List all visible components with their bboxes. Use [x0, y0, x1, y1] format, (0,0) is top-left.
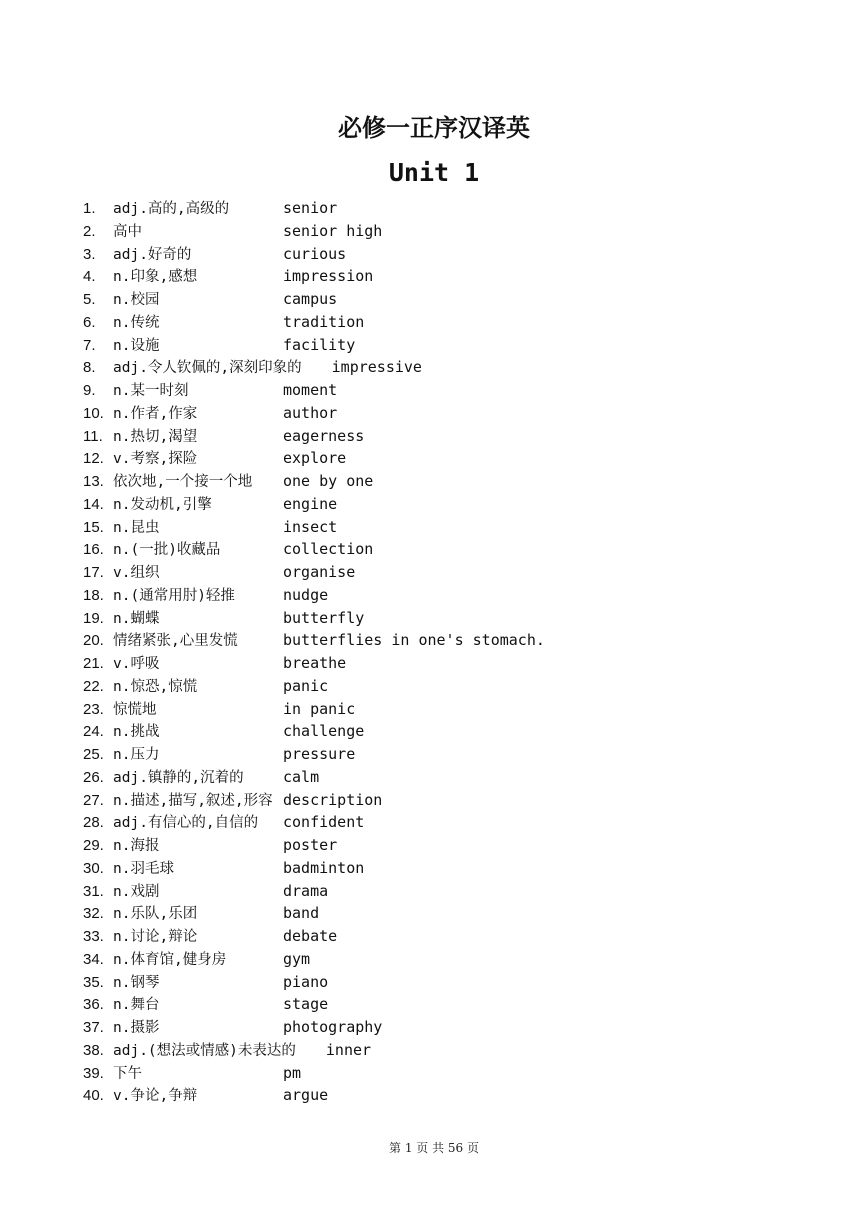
entry-number: 26.: [83, 768, 104, 786]
entry-english: explore: [283, 449, 347, 468]
entry-english: argue: [283, 1086, 329, 1105]
entry-english: tradition: [283, 312, 365, 331]
entry-english: pm: [283, 1063, 302, 1082]
entry-number: 33.: [83, 928, 104, 945]
vocab-entry: [83, 425, 783, 448]
entry-chinese: n.戏剧: [113, 883, 160, 900]
entry-chinese: 惊慌地: [113, 701, 157, 718]
entry-number: 36.: [83, 996, 104, 1014]
entry-number: 32.: [83, 905, 104, 923]
vocab-entry: [83, 971, 783, 994]
entry-chinese: n.体育馆,健身房: [113, 951, 227, 968]
entry-number: 39.: [83, 1064, 104, 1082]
vocab-entry: [83, 1084, 783, 1107]
entry-chinese: adj.有信心的,自信的: [113, 815, 259, 832]
entry-chinese: 高中: [113, 223, 142, 240]
entry-english: collection: [283, 540, 374, 559]
entry-english: challenge: [283, 722, 365, 741]
entry-chinese: n.热切,渴望: [113, 428, 198, 445]
entry-chinese: n.描述,描写,叙述,形容: [113, 792, 273, 809]
vocab-entry: [83, 311, 783, 334]
entry-english: nudge: [283, 585, 329, 604]
entry-english: inner: [325, 1040, 372, 1059]
entry-number: 9.: [83, 382, 96, 399]
entry-chinese: n.传统: [113, 314, 160, 331]
entry-number: 31.: [83, 882, 104, 900]
entry-number: 7.: [83, 336, 96, 354]
unit-heading: Unit 1: [388, 158, 480, 187]
entry-english: pressure: [283, 745, 356, 763]
entry-chinese: n.惊恐,惊慌: [113, 678, 198, 695]
entry-chinese: n.摄影: [113, 1020, 160, 1036]
entry-chinese: 依次地,一个接一个地: [113, 474, 253, 490]
entry-english: author: [283, 403, 338, 422]
entry-english: butterfly: [283, 608, 365, 627]
entry-english: description: [283, 790, 383, 809]
entry-english: senior high: [283, 221, 383, 240]
entry-chinese: n.压力: [113, 747, 160, 763]
vocab-entry: [83, 720, 783, 743]
entry-chinese: n.(通常用肘)轻推: [113, 587, 235, 604]
vocab-entry: [83, 880, 783, 903]
entry-chinese: adj.令人钦佩的,深刻印象的: [113, 360, 302, 377]
entry-english: impression: [283, 267, 374, 286]
entry-number: 4.: [83, 268, 96, 286]
entry-english: panic: [283, 676, 329, 695]
vocab-entry: [83, 834, 783, 857]
vocab-entry: [83, 356, 783, 379]
entry-number: 22.: [83, 677, 104, 695]
entry-chinese: n.印象,感想: [113, 269, 198, 286]
entry-number: 1.: [83, 200, 96, 217]
page-footer: 第 1 页 共 56 页: [389, 1141, 479, 1155]
entry-number: 15.: [83, 518, 104, 536]
vocab-entry: [83, 516, 783, 539]
vocab-entry: [83, 652, 783, 675]
entry-chinese: n.设施: [113, 337, 160, 354]
vocab-entry: [83, 948, 783, 971]
entry-english: facility: [283, 335, 356, 354]
entry-english: butterflies in one's stomach.: [283, 631, 545, 650]
vocab-entry: [83, 584, 783, 607]
entry-english: breathe: [283, 654, 347, 672]
entry-number: 8.: [83, 359, 96, 377]
entry-chinese: n.蝴蝶: [113, 610, 160, 627]
vocab-entry: [83, 811, 783, 834]
entry-english: photography: [283, 1018, 383, 1036]
document-title: 必修一正序汉译英: [338, 113, 530, 142]
entry-number: 24.: [83, 723, 104, 741]
entry-english: stage: [283, 995, 329, 1014]
vocab-entry: [83, 561, 783, 584]
entry-number: 17.: [83, 564, 104, 581]
entry-number: 37.: [83, 1019, 104, 1036]
vocab-entry: [83, 379, 783, 402]
vocab-entry: [83, 675, 783, 698]
entry-english: calm: [283, 767, 320, 786]
vocab-entry: [83, 993, 783, 1016]
entry-number: 19.: [83, 609, 104, 627]
vocab-entry: [83, 538, 783, 561]
entry-number: 6.: [83, 313, 96, 331]
entry-english: confident: [283, 813, 365, 832]
entry-english: band: [283, 904, 320, 923]
entry-number: 12.: [83, 450, 104, 468]
entry-english: moment: [283, 381, 338, 399]
vocab-entry: [83, 220, 783, 243]
entry-number: 21.: [83, 655, 104, 672]
entry-number: 29.: [83, 837, 104, 854]
vocab-entry: [83, 402, 783, 425]
entry-chinese: adj.高的,高级的: [113, 201, 230, 217]
vocab-entry: [83, 902, 783, 925]
entry-number: 23.: [83, 700, 104, 718]
entry-number: 14.: [83, 495, 104, 513]
entry-english: senior: [283, 199, 338, 217]
entry-english: one by one: [283, 472, 374, 490]
entry-chinese: n.发动机,引擎: [113, 496, 212, 513]
entry-english: drama: [283, 881, 329, 900]
entry-chinese: 情绪紧张,心里发慌: [113, 633, 238, 650]
entry-chinese: v.呼吸: [113, 656, 160, 672]
entry-english: eagerness: [283, 426, 365, 445]
entry-chinese: v.争论,争辩: [113, 1088, 198, 1105]
entry-chinese: n.讨论,辩论: [113, 929, 198, 945]
vocab-entry: [83, 334, 783, 357]
entry-chinese: n.某一时刻: [113, 383, 189, 399]
vocab-entry: [83, 857, 783, 880]
vocab-entry: [83, 629, 783, 652]
vocab-entry: [83, 265, 783, 288]
entry-english: organise: [283, 563, 356, 581]
vocabulary-list: [83, 197, 783, 1107]
entry-chinese: n.校园: [113, 292, 160, 308]
entry-chinese: n.羽毛球: [113, 860, 174, 877]
entry-chinese: n.作者,作家: [113, 405, 198, 422]
vocab-entry: [83, 493, 783, 516]
entry-number: 2.: [83, 222, 96, 240]
entry-number: 34.: [83, 950, 104, 968]
entry-chinese: n.钢琴: [113, 974, 160, 991]
entry-number: 16.: [83, 541, 104, 559]
entry-number: 3.: [83, 245, 96, 263]
entry-english: impressive: [331, 358, 422, 377]
entry-number: 28.: [83, 814, 104, 832]
entry-english: engine: [283, 494, 338, 513]
entry-number: 40.: [83, 1087, 104, 1105]
entry-chinese: n.舞台: [113, 997, 160, 1014]
entry-chinese: adj.镇静的,沉着的: [113, 769, 244, 786]
entry-number: 20.: [83, 632, 104, 650]
vocab-entry: [83, 743, 783, 766]
entry-number: 11.: [83, 427, 103, 445]
entry-chinese: n.海报: [113, 838, 160, 854]
entry-english: insect: [283, 517, 338, 536]
vocab-entry: [83, 470, 783, 493]
entry-number: 25.: [83, 746, 104, 763]
vocab-entry: [83, 197, 783, 220]
entry-number: 5.: [83, 291, 96, 308]
entry-chinese: 下午: [113, 1065, 142, 1082]
entry-english: curious: [283, 244, 347, 263]
entry-chinese: v.考察,探险: [113, 451, 198, 468]
vocab-entry: [83, 766, 783, 789]
entry-number: 10.: [83, 404, 104, 422]
entry-english: campus: [283, 290, 338, 308]
entry-english: debate: [283, 927, 338, 945]
vocab-entry: [83, 1016, 783, 1039]
entry-english: poster: [283, 836, 338, 854]
vocab-entry: [83, 789, 783, 812]
vocab-entry: [83, 1062, 783, 1085]
entry-chinese: n.挑战: [113, 724, 160, 741]
vocab-entry: [83, 243, 783, 266]
entry-chinese: n.昆虫: [113, 519, 160, 536]
entry-english: gym: [283, 949, 311, 968]
vocab-entry: [83, 607, 783, 630]
entry-chinese: n.(一批)收藏品: [113, 542, 221, 559]
entry-number: 13.: [83, 473, 104, 490]
vocab-entry: [83, 925, 783, 948]
vocab-entry: [83, 1039, 783, 1062]
entry-english: piano: [283, 972, 329, 991]
vocab-entry: [83, 698, 783, 721]
entry-number: 38.: [83, 1041, 104, 1059]
entry-number: 18.: [83, 586, 104, 604]
entry-chinese: v.组织: [113, 565, 160, 581]
vocab-entry: [83, 447, 783, 470]
vocab-entry: [83, 288, 783, 311]
entry-chinese: adj.(想法或情感)未表达的: [113, 1042, 296, 1059]
entry-number: 35.: [83, 973, 104, 991]
entry-chinese: n.乐队,乐团: [113, 906, 198, 923]
entry-english: badminton: [283, 858, 365, 877]
entry-english: in panic: [283, 699, 356, 718]
entry-number: 27.: [83, 791, 104, 809]
entry-chinese: adj.好奇的: [113, 246, 192, 263]
entry-number: 30.: [83, 859, 104, 877]
